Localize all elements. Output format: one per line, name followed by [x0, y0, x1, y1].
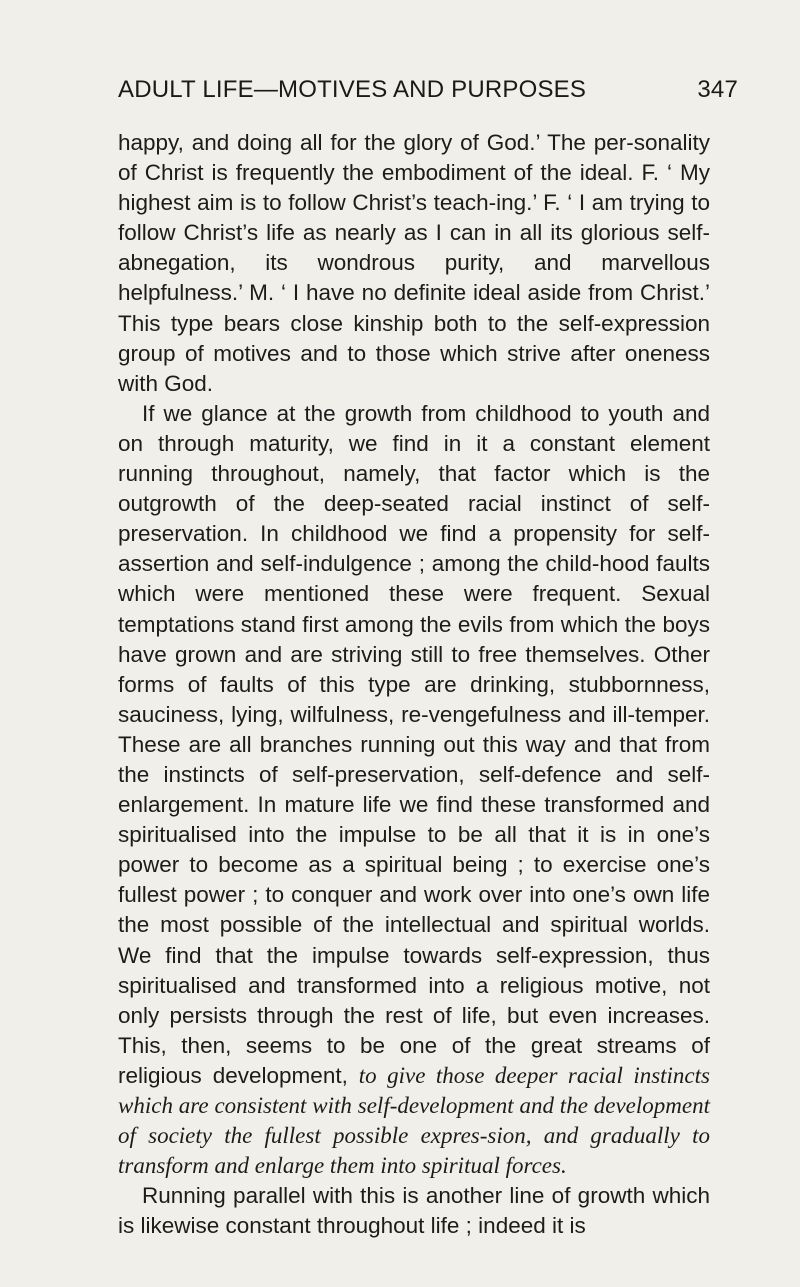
paragraph-3: Running parallel with this is another line of growth which is likewise constant throughout life ; indeed it is [118, 1183, 710, 1239]
running-head [118, 76, 738, 104]
paragraph-2 [118, 399, 710, 1181]
paragraph-1: happy, and doing all for the glory of God.’ The per-sonality of Christ is frequently the embodiment of the ideal. F. ‘ My highest aim is to follow Christ’s teach-ing.’ F. ‘ I am trying to follow Christ’s life as nearly as I can in all its glorious self-abnegation, its wondrous purity, and marvellous helpfulness.’ M. ‘ I have no definite ideal aside from Christ.’ This type bears close kinship both to the self-expression group of motives and to those which strive after oneness with God. [118, 130, 710, 396]
page-number: 347 [697, 76, 738, 103]
paragraph-2-italic: to give those deeper racial instincts which are consistent with self-development and the development of society the fullest possible expres-sion, and gradually to transform and enlarge them into spiritual forces. [118, 1062, 710, 1179]
body-text [118, 128, 710, 1241]
paragraph-2-text: If we glance at the growth from childhood to youth and on through maturity, we find in it a constant element running throughout, namely, that factor which is the outgrowth of the deep-seated racial instinct of self-preservation. In childhood we find a propensity for self-assertion and self-indulgence ; among the child-hood faults which were mentioned these were frequent. Sexual temptations stand first among the evils from which the boys have grown and are striving still to free themselves. Other forms of faults of this type are drinking, stubbornness, sauciness, lying, wilfulness, re-vengefulness and ill-temper. These are all branches running out this way and that from the instincts of self-preservation, self-defence and self-enlargement. In mature life we find these transformed and spiritualised into the impulse to be all that it is in one’s power to become as a spiritual being ; to exercise one’s fullest power ; to conquer and work over into one’s own life the most possible of the intellectual and spiritual worlds. We find that the impulse towards self-expression, thus spiritualised and transformed into a religious motive, not only persists through the rest of life, but even increases. This, then, seems to be one of the great streams of religious development, [118, 400, 710, 1088]
chapter-title: ADULT LIFE—MOTIVES AND PURPOSES [118, 76, 587, 103]
